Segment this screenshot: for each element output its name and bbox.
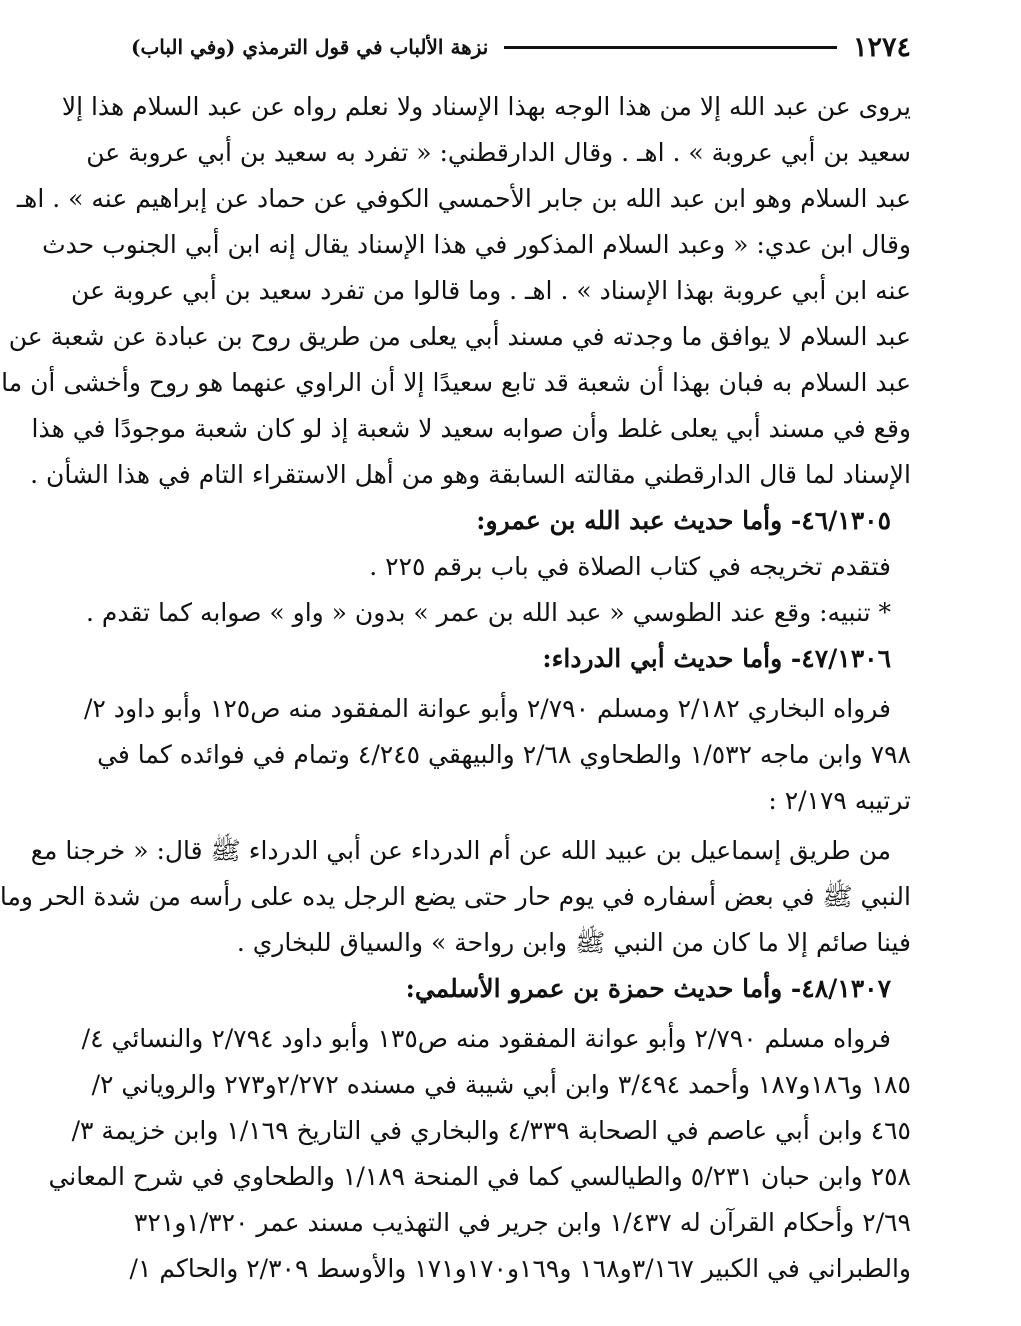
text-line: سعيد بن أبي عروبة » . اهـ . وقال الدارقطني: « تفرد به سعيد بن أبي عروبة عن	[86, 138, 911, 167]
text-line: وقع في مسند أبي يعلى غلط وأن صوابه سعيد لا شعبة إذ لو كان شعبة موجودًا في هذا	[31, 414, 911, 443]
text-line: ٤٦٥ وابن أبي عاصم في الصحابة ٤/٣٣٩ والبخاري في التاريخ ١/١٦٩ وابن خزيمة ٣/	[71, 1116, 911, 1145]
text-line: ترتيبه ٢/١٧٩ :	[768, 786, 911, 815]
text-line: عبد السلام لا يوافق ما وجدته في مسند أبي يعلى من طريق روح بن عبادة عن شعبة عن	[8, 322, 911, 351]
note-line: * تنبيه: وقع عند الطوسي « عبد الله بن عمر » بدون « واو » صوابه كما تقدم .	[86, 598, 891, 627]
text-line: ٢٥٨ وابن حبان ٥/٢٣١ والطيالسي كما في المنحة ١/١٨٩ والطحاوي في شرح المعاني	[48, 1162, 911, 1191]
text-line: النبي ﷺ في بعض أسفاره في يوم حار حتى يضع الرجل يده على رأسه من شدة الحر وما	[0, 882, 911, 911]
page-header	[131, 30, 911, 64]
text-line: فرواه البخاري ٢/١٨٢ ومسلم ٢/٧٩٠ وأبو عوانة المفقود منه ص١٢٥ وأبو داود ٢/	[83, 694, 891, 723]
text-line: فرواه مسلم ٢/٧٩٠ وأبو عوانة المفقود منه ص١٣٥ وأبو داود ٢/٧٩٤ والنسائي ٤/	[81, 1024, 891, 1053]
text-line: عنه ابن أبي عروبة بهذا الإسناد » . اهـ . وما قالوا من تفرد سعيد بن أبي عروبة عن	[71, 276, 911, 305]
text-line: الإسناد لما قال الدارقطني مقالته السابقة وهو من أهل الاستقراء التام في هذا الشأن .	[30, 460, 911, 489]
section-heading: ٤٧/١٣٠٦- وأما حديث أبي الدرداء:	[542, 644, 891, 673]
section-heading: ٤٦/١٣٠٥- وأما حديث عبد الله بن عمرو:	[476, 506, 891, 535]
text-line: والطبراني في الكبير ٣/١٦٧و١٦٨ و١٦٩و١٧٠و١٧١ والأوسط ٢/٣٠٩ والحاكم ١/	[129, 1254, 911, 1283]
text-line: عبد السلام به فبان بهذا أن شعبة قد تابع سعيدًا إلا أن الراوي عنهما هو روح وأخشى أن ما	[1, 368, 911, 397]
text-line: ٧٩٨ وابن ماجه ١/٥٣٢ والطحاوي ٢/٦٨ والبيهقي ٤/٢٤٥ وتمام في فوائده كما في	[97, 740, 911, 769]
running-title: نزهة الألباب في قول الترمذي (وفي الباب)	[131, 35, 489, 59]
page-number: ١٢٧٤	[852, 31, 911, 63]
page-body	[0, 84, 911, 1292]
text-line: فينا صائم إلا ما كان من النبي ﷺ وابن رواحة » والسياق للبخاري .	[236, 928, 911, 957]
text-line: ١٨٥ و١٨٦و١٨٧ وأحمد ٣/٤٩٤ وابن أبي شيبة في مسنده ٢/٢٧٢و٢٧٣ والروياني ٢/	[91, 1070, 911, 1099]
text-line: عبد السلام وهو ابن عبد الله بن جابر الأحمسي الكوفي عن حماد عن إبراهيم عنه » . اهـ	[16, 184, 911, 213]
header-rule	[504, 46, 837, 49]
text-line: ٢/٦٩ وأحكام القرآن له ١/٤٣٧ وابن جرير في التهذيب مسند عمر ١/٣٢٠و٣٢١	[133, 1208, 911, 1237]
text-line: من طريق إسماعيل بن عبيد الله عن أم الدرداء عن أبي الدرداء ﷺ قال: « خرجنا مع	[30, 836, 891, 865]
text-line: يروى عن عبد الله إلا من هذا الوجه بهذا الإسناد ولا نعلم رواه عن عبد السلام هذا إلا	[61, 92, 911, 121]
text-line: فتقدم تخريجه في كتاب الصلاة في باب برقم ٢٢٥ .	[369, 552, 891, 581]
section-heading: ٤٨/١٣٠٧- وأما حديث حمزة بن عمرو الأسلمي:	[405, 974, 891, 1003]
text-line: وقال ابن عدي: « وعبد السلام المذكور في هذا الإسناد يقال إنه ابن أبي الجنوب حدث	[42, 230, 911, 259]
